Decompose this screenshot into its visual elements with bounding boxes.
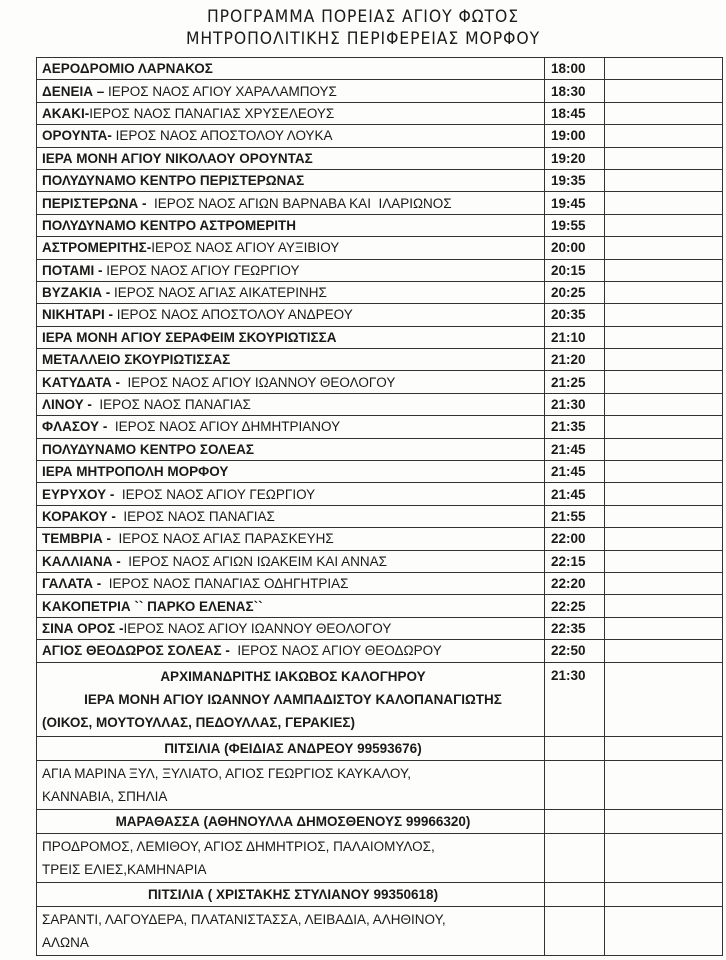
stop-time: 22:35 [545,617,605,639]
stop-church: ΙΕΡΟΣ ΝΑΟΣ ΑΓΙΟΥ ΙΩΑΝΝΟΥ ΘΕΟΛΟΓΟΥ [123,620,392,636]
group-heading-row [37,882,723,906]
blank-cell [605,617,723,639]
stop-location [37,617,545,639]
stop-row [37,483,723,505]
stop-time: 19:35 [545,169,605,191]
stop-location [37,416,545,438]
stop-time: 21:20 [545,349,605,371]
blank-cell [605,760,723,809]
stop-row [37,550,723,572]
blank-cell [605,640,723,662]
stop-time: 21:10 [545,326,605,348]
stop-row [37,125,723,147]
stop-time: 18:45 [545,102,605,124]
stop-church: ΙΕΡΟΣ ΝΑΟΣ ΑΓΙΟΥ ΑΥΞΙΒΙΟΥ [151,240,340,256]
stop-church: ΙΕΡΟΣ ΝΑΟΣ ΑΠΟΣΤΟΛΟΥ ΑΝΔΡΕΟΥ [113,307,353,323]
stop-row [37,461,723,483]
stop-place: ΚΑΤΥΔΑΤΑ - [42,374,120,390]
stop-church: ΙΕΡΟΣ ΝΑΟΣ ΑΓΙΑΣ ΑΙΚΑΤΕΡΙΝΗΣ [110,285,327,301]
stop-row [37,416,723,438]
stop-time: 19:00 [545,125,605,147]
stop-place: ΣΙΝΑ ΟΡΟΣ - [42,620,124,636]
stop-place: ΠΟΛΥΔΥΝΑΜΟ ΚΕΝΤΡΟ ΠΕΡΙΣΤΕΡΩΝΑΣ [42,173,305,189]
blank-cell [605,304,723,326]
blank-cell [545,736,605,760]
blank-cell [605,906,723,955]
stop-row [37,528,723,550]
group-heading: ΜΑΡΑΘΑΣΣΑ (ΑΘΗΝΟΥΛΛΑ ΔΗΜΟΣΘΕΝΟΥΣ 99966320) [37,809,545,833]
document-title [29,6,697,50]
stop-location [37,349,545,371]
group-villages-row [37,906,723,955]
stop-church: ΙΕΡΟΣ ΝΑΟΣ ΑΓΙΟΥ ΧΑΡΑΛΑΜΠΟΥΣ [104,83,337,99]
archimandrite-name: ΑΡΧΙΜΑΝΔΡΙΤΗΣ ΙΑΚΩΒΟΣ ΚΑΛΟΓΗΡΟΥ [160,668,426,684]
stop-place: ΛΙΝΟΥ - [42,397,92,413]
archimandrite-cell [37,662,545,736]
stop-time: 22:00 [545,528,605,550]
blank-cell [605,662,723,736]
blank-cell [605,259,723,281]
stop-location [37,393,545,415]
stop-location [37,550,545,572]
stop-location [37,214,545,236]
stop-location [37,80,545,102]
stop-location [37,438,545,460]
blank-cell [605,882,723,906]
blank-cell [605,595,723,617]
stop-row [37,572,723,594]
stop-location [37,640,545,662]
stop-row [37,640,723,662]
blank-cell [605,102,723,124]
stop-row [37,259,723,281]
stop-row [37,169,723,191]
stop-row [37,617,723,639]
stop-time: 21:25 [545,371,605,393]
stop-time: 22:15 [545,550,605,572]
stop-time: 21:45 [545,483,605,505]
stop-time: 18:00 [545,58,605,80]
stop-church: ΙΕΡΟΣ ΝΑΟΣ ΑΓΙΟΥ ΔΗΜΗΤΡΙΑΝΟΥ [107,419,341,435]
group-villages [37,760,545,809]
stop-row [37,214,723,236]
stop-place: ΠΟΛΥΔΥΝΑΜΟ ΚΕΝΤΡΟ ΣΟΛΕΑΣ [42,441,255,457]
archimandrite-row [37,662,723,736]
blank-cell [605,393,723,415]
stop-time: 22:25 [545,595,605,617]
stop-place: ΒΥΖΑΚΙΑ - [42,285,111,301]
stop-row [37,102,723,124]
blank-cell [605,326,723,348]
stop-time: 19:45 [545,192,605,214]
group-villages [37,906,545,955]
group-villages-line: ΑΓΙΑ ΜΑΡΙΝΑ ΞΥΛ, ΞΥΛΙΑΤΟ, ΑΓΙΟΣ ΓΕΩΡΓΙΟΣ ΚΑΥΚΑΛΟΥ, [42,765,412,781]
stop-place: ΑΕΡΟΔΡΟΜΙΟ ΛΑΡΝΑΚΟΣ [42,61,213,77]
blank-cell [605,416,723,438]
stop-row [37,192,723,214]
group-heading: ΠΙΤΣΙΛΙΑ ( ΧΡΙΣΤΑΚΗΣ ΣΤΥΛΙΑΝΟΥ 99350618) [37,882,545,906]
stop-location [37,237,545,259]
group-villages-line: ΑΛΩΝΑ [42,934,89,950]
stop-place: ΦΛΑΣΟΥ - [42,419,108,435]
title-line-1: ΠΡΟΓΡΑΜΜΑ ΠΟΡΕΙΑΣ ΑΓΙΟΥ ΦΩΤΟΣ [206,7,520,27]
archimandrite-time: 21:30 [545,662,605,736]
archimandrite-monastery: ΙΕΡΑ ΜΟΝΗ ΑΓΙΟΥ ΙΩΑΝΝΟΥ ΛΑΜΠΑΔΙΣΤΟΥ ΚΑΛΟΠΑΝΑΓΙΩΤΗΣ [84,691,502,707]
stop-location [37,304,545,326]
stop-row [37,237,723,259]
stop-place: ΑΓΙΟΣ ΘΕΟΔΩΡΟΣ ΣΟΛΕΑΣ - [42,643,230,659]
stop-location [37,461,545,483]
stop-row [37,281,723,303]
stop-row [37,58,723,80]
stop-location [37,281,545,303]
stop-church: ΙΕΡΟΣ ΝΑΟΣ ΑΓΙΟΥ ΓΕΩΡΓΙΟΥ [102,262,300,278]
stop-location [37,102,545,124]
stop-church: ΙΕΡΟΣ ΝΑΟΣ ΑΠΟΣΤΟΛΟΥ ΛΟΥΚΑ [111,128,333,144]
stop-place: ΤΕΜΒΡΙΑ - [42,531,111,547]
stop-time: 20:00 [545,237,605,259]
stop-location [37,528,545,550]
stop-place: ΑΣΤΡΟΜΕΡΙΤΗΣ- [42,240,152,256]
stop-row [37,80,723,102]
stop-location [37,483,545,505]
stop-row [37,147,723,169]
stop-place: ΙΕΡΑ ΜΟΝΗ ΑΓΙΟΥ ΝΙΚΟΛΑΟΥ ΟΡΟΥΝΤΑΣ [42,150,313,166]
stop-church: ΙΕΡΟΣ ΝΑΟΣ ΑΓΙΩΝ ΙΩΑΚΕΙΜ ΚΑΙ ΑΝΝΑΣ [120,553,387,569]
blank-cell [605,125,723,147]
stop-time: 21:45 [545,461,605,483]
stop-location [37,326,545,348]
group-villages-line: ΤΡΕΙΣ ΕΛΙΕΣ,ΚΑΜΗΝΑΡΙΑ [42,861,207,877]
blank-cell [605,192,723,214]
blank-cell [605,281,723,303]
stop-row [37,393,723,415]
blank-cell [605,371,723,393]
stop-place: ΝΙΚΗΤΑΡΙ - [42,307,113,323]
group-villages-line: ΠΡΟΔΡΟΜΟΣ, ΛΕΜΙΘΟΥ, ΑΓΙΟΣ ΔΗΜΗΤΡΙΟΣ, ΠΑΛΑΙΟΜΥΛΟΣ, [42,838,435,854]
stop-row [37,304,723,326]
blank-cell [545,809,605,833]
stop-place: ΚΑΚΟΠΕΤΡΙΑ `` ΠΑΡΚΟ ΕΛΕΝΑΣ`` [42,598,263,614]
blank-cell [605,58,723,80]
blank-cell [545,833,605,882]
title-line-2: ΜΗΤΡΟΠΟΛΙΤΙΚΗΣ ΠΕΡΙΦΕΡΕΙΑΣ ΜΟΡΦΟΥ [185,29,541,49]
blank-cell [605,736,723,760]
stop-place: ΠΟΛΥΔΥΝΑΜΟ ΚΕΝΤΡΟ ΑΣΤΡΟΜΕΡΙΤΗ [42,217,297,233]
stop-row [37,505,723,527]
stop-place: ΚΑΛΛΙΑΝΑ - [42,553,121,569]
stop-church: ΙΕΡΟΣ ΝΑΟΣ ΠΑΝΑΓΙΑΣ [115,509,275,524]
stop-location [37,371,545,393]
stop-church: ΙΕΡΟΣ ΝΑΟΣ ΑΓΙΟΥ ΓΕΩΡΓΙΟΥ [114,486,316,502]
stop-place: ΔΕΝΕΙΑ – [42,83,105,99]
blank-cell [605,237,723,259]
group-villages-row [37,760,723,809]
stop-church: ΙΕΡΟΣ ΝΑΟΣ ΠΑΝΑΓΙΑΣ ΧΡΥΣΕΛΕΟΥΣ [89,105,335,121]
blank-cell [605,461,723,483]
stop-location [37,259,545,281]
stop-place: ΕΥΡΥΧΟΥ - [42,486,115,502]
group-villages-row [37,833,723,882]
stop-row [37,326,723,348]
stop-time: 18:30 [545,80,605,102]
stop-place: ΜΕΤΑΛΛΕΙΟ ΣΚΟΥΡΙΩΤΙΣΣΑΣ [42,352,231,368]
stop-place: ΑΚΑΚΙ- [42,105,90,121]
stop-time: 21:30 [545,393,605,415]
group-heading: ΠΙΤΣΙΛΙΑ (ΦΕΙΔΙΑΣ ΑΝΔΡΕΟΥ 99593676) [37,736,545,760]
group-villages-line: ΣΑΡΑΝΤΙ, ΛΑΓΟΥΔΕΡΑ, ΠΛΑΤΑΝΙΣΤΑΣΣΑ, ΛΕΙΒΑΔΙΑ, ΑΛΗΘΙΝΟΥ, [42,911,446,927]
stop-church: ΙΕΡΟΣ ΝΑΟΣ ΑΓΙΑΣ ΠΑΡΑΣΚΕΥΗΣ [111,531,334,547]
blank-cell [605,528,723,550]
stops-body [37,58,723,663]
stop-church: ΙΕΡΟΣ ΝΑΟΣ ΑΓΙΩΝ ΒΑΡΝΑΒΑ ΚΑΙ ΙΛΑΡΙΩΝΟΣ [146,195,452,211]
blank-cell [605,214,723,236]
blank-cell [605,438,723,460]
stop-time: 20:25 [545,281,605,303]
blank-cell [605,349,723,371]
stop-row [37,349,723,371]
group-heading-row [37,736,723,760]
stop-time: 21:45 [545,438,605,460]
group-villages-line: ΚΑΝΝΑΒΙΑ, ΣΠΗΛΙΑ [42,788,168,804]
stop-place: ΠΟΤΑΜΙ - [42,262,103,278]
blank-cell [605,550,723,572]
stop-location [37,125,545,147]
stop-church: ΙΕΡΟΣ ΝΑΟΣ ΠΑΝΑΓΙΑΣ ΟΔΗΓΗΤΡΙΑΣ [101,576,349,592]
blank-cell [545,882,605,906]
blank-cell [605,572,723,594]
extra-body [37,662,723,955]
blank-cell [605,483,723,505]
stop-location [37,572,545,594]
blank-cell [605,147,723,169]
stop-time: 20:15 [545,259,605,281]
stop-location [37,58,545,80]
stop-row [37,371,723,393]
stop-church: ΙΕΡΟΣ ΝΑΟΣ ΑΓΙΟΥ ΘΕΟΔΩΡΟΥ [229,643,442,659]
stop-place: ΓΑΛΑΤΑ - [42,576,102,592]
stop-place: ΟΡΟΥΝΤΑ- [42,128,112,144]
blank-cell [605,80,723,102]
stop-place: ΠΕΡΙΣΤΕΡΩΝΑ - [42,195,147,211]
blank-cell [605,833,723,882]
stop-time: 20:35 [545,304,605,326]
stop-church: ΙΕΡΟΣ ΝΑΟΣ ΠΑΝΑΓΙΑΣ [91,397,251,413]
stop-location [37,147,545,169]
stop-time: 19:20 [545,147,605,169]
group-heading-row [37,809,723,833]
schedule-table [36,57,723,956]
stop-place: ΙΕΡΑ ΜΗΤΡΟΠΟΛΗ ΜΟΡΦΟΥ [42,464,229,480]
archimandrite-villages: (ΟΙΚΟΣ, ΜΟΥΤΟΥΛΛΑΣ, ΠΕΔΟΥΛΛΑΣ, ΓΕΡΑΚΙΕΣ) [42,714,355,730]
blank-cell [605,505,723,527]
stop-time: 19:55 [545,214,605,236]
stop-time: 21:35 [545,416,605,438]
stop-time: 21:55 [545,505,605,527]
blank-cell [605,169,723,191]
stop-location [37,505,545,527]
stop-place: ΙΕΡΑ ΜΟΝΗ ΑΓΙΟΥ ΣΕΡΑΦΕΙΜ ΣΚΟΥΡΙΩΤΙΣΣΑ [42,329,337,345]
stop-location [37,192,545,214]
group-villages [37,833,545,882]
stop-place: ΚΟΡΑΚΟΥ - [42,509,116,524]
stop-church: ΙΕΡΟΣ ΝΑΟΣ ΑΓΙΟΥ ΙΩΑΝΝΟΥ ΘΕΟΛΟΓΟΥ [119,374,396,390]
stop-row [37,595,723,617]
blank-cell [545,760,605,809]
blank-cell [545,906,605,955]
stop-time: 22:20 [545,572,605,594]
stop-row [37,438,723,460]
stop-location [37,169,545,191]
blank-cell [605,809,723,833]
stop-time: 22:50 [545,640,605,662]
stop-location [37,595,545,617]
